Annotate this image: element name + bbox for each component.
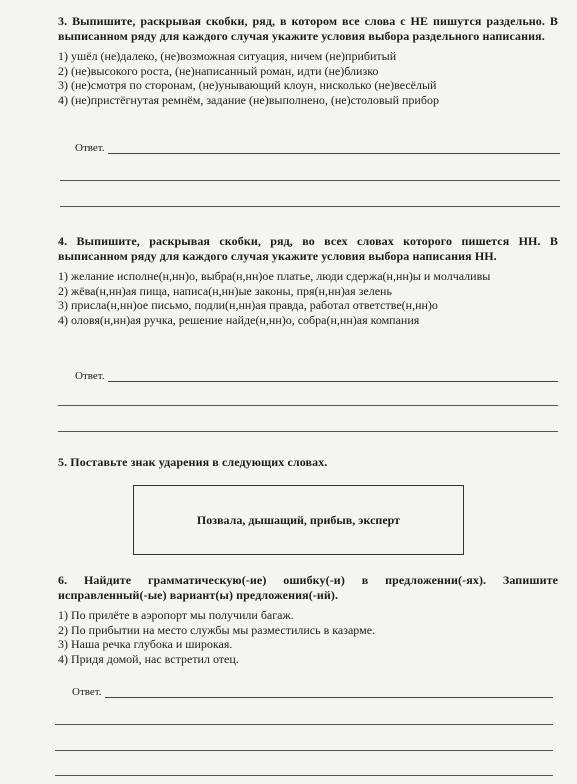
- task-3: [58, 14, 558, 107]
- task-4-intro: 4. Выпишите, раскрывая скобки, ряд, во всех словах которого пишется НН. В выписанном ряду для каждого случая укажите условия выбора написания НН.: [58, 234, 558, 263]
- task-6-option: 1) По прилёте в аэропорт мы получили багаж.: [58, 608, 294, 622]
- task-3-answer-line[interactable]: [60, 180, 560, 181]
- task-6-option: 4) Придя домой, нас встретил отец.: [58, 651, 239, 666]
- task-4-option: 3) присла(н,нн)ое письмо, подли(н,нн)ая правда, работал ответстве(н,нн)о: [58, 298, 438, 312]
- task-4-answer-line[interactable]: [108, 373, 559, 382]
- task-6-answer-line[interactable]: [55, 775, 553, 776]
- task-3-answer-line[interactable]: [108, 145, 561, 154]
- task-4-answer-line[interactable]: [58, 405, 558, 406]
- stress-words-box: [133, 485, 464, 555]
- task-6-answer-line[interactable]: [55, 724, 553, 725]
- task-6-option: 2) По прибытии на место службы мы разместились в казарме.: [58, 622, 376, 637]
- task-3-option: 1) ушёл (не)далеко, (не)возможная ситуация, ничем (не)прибитый: [58, 49, 397, 63]
- task-5-intro: 5. Поставьте знак ударения в следующих словах.: [58, 455, 328, 469]
- task-6-answer-row: [72, 686, 553, 698]
- task-6-option: 3) Наша речка глубока и широкая.: [58, 637, 233, 651]
- task-3-intro: 3. Выпишите, раскрывая скобки, ряд, в котором все слова с НЕ пишутся раздельно. В выписанном ряду для каждого случая укажите условия выбора раздельного написания.: [58, 14, 558, 43]
- stress-words: Позвала, дышащий, прибыв, эксперт: [196, 512, 401, 527]
- task-6-answer-line[interactable]: [55, 750, 553, 751]
- task-4-option: 4) оловя(н,нн)ая ручка, решение найде(н,нн)о, собра(н,нн)ая компания: [58, 312, 420, 327]
- task-3-answer-row: [75, 142, 560, 154]
- task-4-option: 1) желание исполне(н,нн)о, выбра(н,нн)ое платье, люди сдержа(н,нн)ы и молчаливы: [58, 269, 491, 283]
- task-4-options: [58, 269, 558, 327]
- task-6-options: [58, 608, 558, 666]
- task-6-answer-label: Ответ.: [72, 686, 102, 698]
- task-3-option: 4) (не)пристёгнутая ремнём, задание (не)выполнено, (не)столовый прибор: [58, 92, 439, 107]
- task-3-options: [58, 49, 558, 107]
- task-5: [58, 455, 558, 470]
- task-3-answer-label: Ответ.: [75, 142, 105, 154]
- task-3-answer-line[interactable]: [60, 206, 560, 207]
- task-6: [58, 573, 558, 666]
- task-6-answer-line[interactable]: [105, 689, 554, 698]
- task-3-option: 2) (не)высокого роста, (не)написанный роман, идти (не)близко: [58, 63, 379, 78]
- task-4-answer-line[interactable]: [58, 431, 558, 432]
- task-4-option: 2) жёва(н,нн)ая пища, написа(н,нн)ые законы, пря(н,нн)ая зелень: [58, 283, 392, 298]
- task-3-option: 3) (не)смотря по сторонам, (не)унывающий клоун, нисколько (не)весёлый: [58, 78, 437, 92]
- task-4-answer-row: [75, 370, 558, 382]
- task-4-answer-label: Ответ.: [75, 370, 105, 382]
- task-6-intro: 6. Найдите грамматическую(-ие) ошибку(-и) в предложении(-ях). Запишите исправленный(-ые) вариант(ы) предложения(-ий).: [58, 573, 558, 602]
- task-4: [58, 234, 558, 327]
